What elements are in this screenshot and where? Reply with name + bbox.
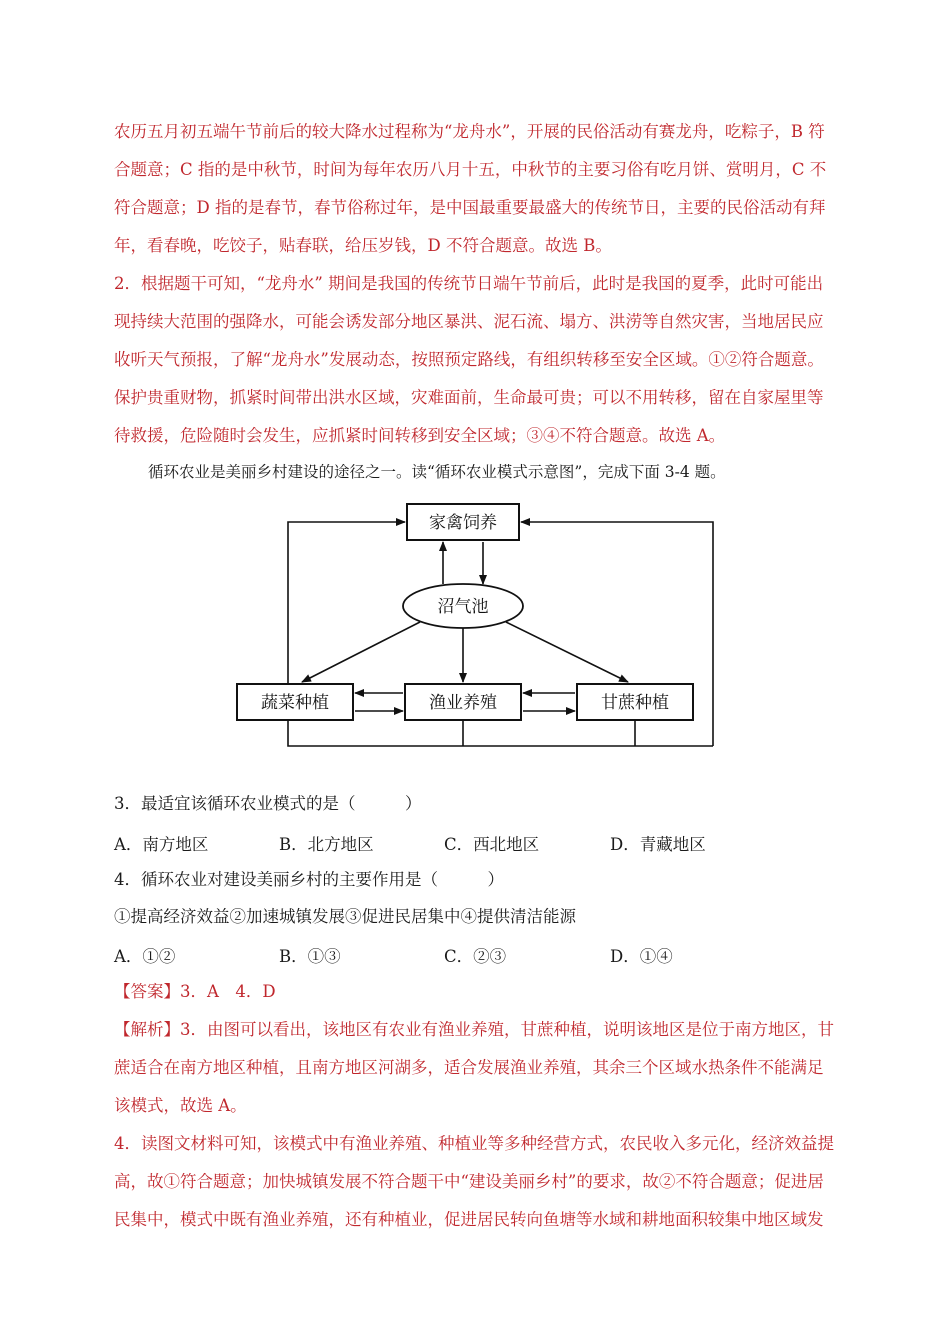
- circular-agriculture-diagram: [230, 500, 720, 755]
- q4-option-c: C．②③: [444, 947, 507, 966]
- explanation-line: 保护贵重财物，抓紧时间带出洪水区域，灾难面前，生命最可贵；可以不用转移，留在自家屋里等: [114, 388, 824, 407]
- q4-option-b: B．①③: [279, 947, 341, 966]
- explanation-line: 年，看春晚，吃饺子，贴春联，给压岁钱，D 不符合题意。故选 B。: [114, 236, 612, 255]
- q3-option-b: B．北方地区: [279, 835, 374, 854]
- question-3-stem: 3．最适宜该循环农业模式的是（ ）: [114, 794, 422, 813]
- q3-option-a: A．南方地区: [114, 835, 209, 854]
- explanation-line: 待救援，危险随时会发生，应抓紧时间转移到安全区域；③④不符合题意。故选 A。: [114, 426, 726, 445]
- poultry-label: 家禽饲养: [429, 513, 497, 533]
- q3-option-c: C．西北地区: [444, 835, 540, 854]
- explanation-line: 农历五月初五端午节前后的较大降水过程称为“龙舟水”，开展的民俗活动有赛龙舟，吃粽子，B 符: [114, 122, 825, 141]
- sugarcane-label: 甘蔗种植: [601, 693, 669, 713]
- question-intro: 循环农业是美丽乡村建设的途径之一。读“循环农业模式示意图”，完成下面 3-4 题。: [148, 463, 726, 481]
- explanation-line: 现持续大范围的强降水，可能会诱发部分地区暴洪、泥石流、塌方、洪涝等自然灾害，当地居民应: [114, 312, 824, 331]
- analysis-line: 4．读图文材料可知，该模式中有渔业养殖、种植业等多种经营方式，农民收入多元化，经济效益提: [114, 1134, 834, 1153]
- analysis-line: 高，故①符合题意；加快城镇发展不符合题干中“建设美丽乡村”的要求，故②不符合题意；促进居: [114, 1172, 824, 1191]
- vegetable-label: 蔬菜种植: [261, 693, 329, 713]
- question-4-stem: 4．循环农业对建设美丽乡村的主要作用是（ ）: [114, 870, 504, 889]
- diagram-svg: [230, 500, 720, 755]
- arrow-biogas-to-sugarcane: [506, 622, 628, 682]
- biogas-label: 沼气池: [437, 597, 489, 617]
- explanation-line: 符合题意；D 指的是春节，春节俗称过年，是中国最重要最盛大的传统节日，主要的民俗活动有拜: [114, 198, 826, 217]
- analysis-line: 【解析】3．由图可以看出，该地区有农业有渔业养殖，甘蔗种植，说明该地区是位于南方地区，甘: [114, 1020, 834, 1039]
- q4-option-a: A．①②: [114, 947, 176, 966]
- loop-bottom: [288, 720, 713, 746]
- explanation-line: 2．根据题干可知，“龙舟水” 期间是我国的传统节日端午节前后，此时是我国的夏季，此时可能出: [114, 274, 824, 293]
- question-4-choices: ①提高经济效益②加速城镇发展③促进民居集中④提供清洁能源: [114, 907, 576, 926]
- arrow-biogas-to-vegetable: [302, 622, 420, 682]
- answer-line: 【答案】3．A 4．D: [114, 982, 276, 1001]
- explanation-line: 合题意；C 指的是中秋节，时间为每年农历八月十五，中秋节的主要习俗有吃月饼、赏明月，C 不: [114, 160, 827, 179]
- explanation-line: 收听天气预报，了解“龙舟水”发展动态，按照预定路线，有组织转移至安全区域。①②符合题意。: [114, 350, 824, 369]
- q3-option-d: D．青藏地区: [610, 835, 706, 854]
- analysis-line: 民集中，模式中既有渔业养殖，还有种植业，促进居民转向鱼塘等水域和耕地面积较集中地区域发: [114, 1210, 824, 1229]
- analysis-line: 该模式，故选 A。: [114, 1096, 247, 1115]
- analysis-line: 蔗适合在南方地区种植，且南方地区河湖多，适合发展渔业养殖，其余三个区域水热条件不能满足: [114, 1058, 824, 1077]
- fishery-label: 渔业养殖: [429, 693, 497, 713]
- q4-option-d: D．①④: [610, 947, 673, 966]
